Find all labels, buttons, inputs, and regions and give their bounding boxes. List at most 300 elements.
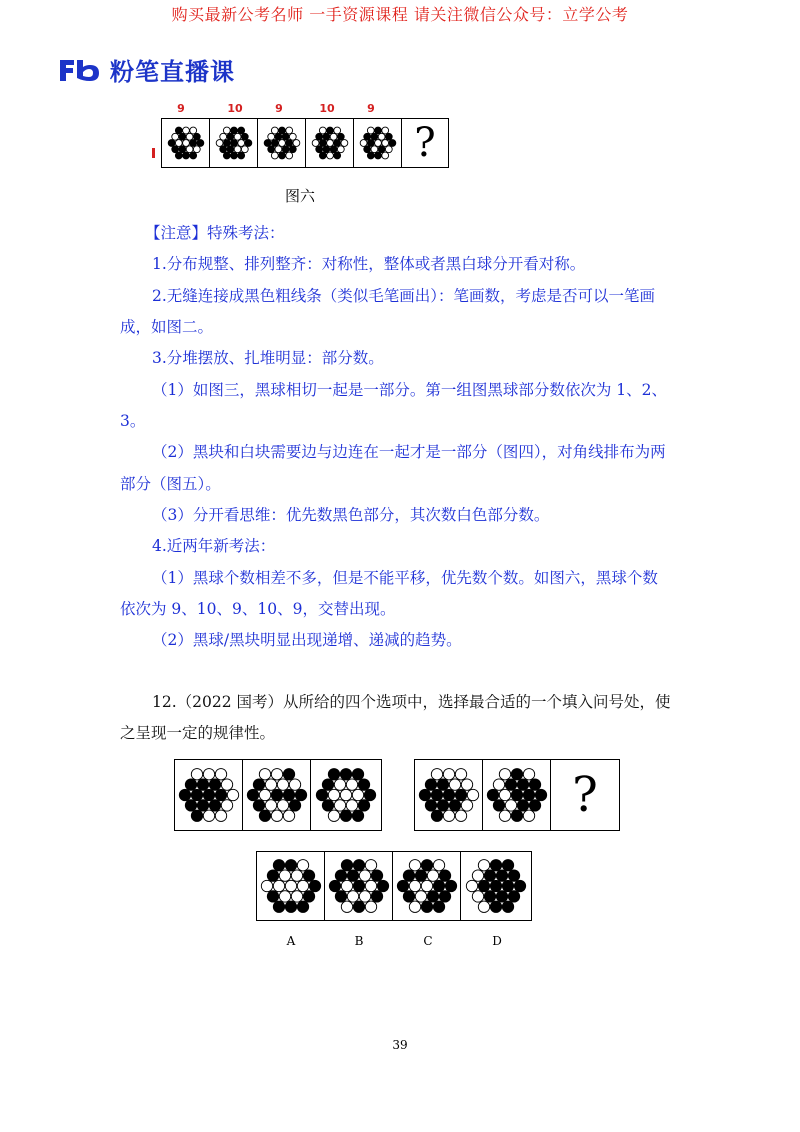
black-ball xyxy=(329,880,340,891)
black-ball xyxy=(283,769,294,780)
black-ball xyxy=(367,140,374,147)
white-ball xyxy=(265,779,276,790)
white-ball xyxy=(175,140,182,147)
white-ball xyxy=(238,140,245,147)
white-ball xyxy=(319,127,326,134)
black-ball xyxy=(197,779,208,790)
black-ball xyxy=(371,891,382,902)
white-ball xyxy=(409,880,420,891)
black-ball xyxy=(273,901,284,912)
white-ball xyxy=(183,127,190,134)
question-panel xyxy=(310,759,382,831)
black-ball xyxy=(286,140,293,147)
question-panel xyxy=(174,759,244,831)
red-mark xyxy=(152,148,155,158)
black-ball xyxy=(375,127,382,134)
black-ball xyxy=(437,800,448,811)
white-ball xyxy=(365,880,376,891)
black-ball xyxy=(289,146,296,153)
black-ball xyxy=(279,127,286,134)
black-ball xyxy=(241,133,248,140)
white-ball xyxy=(375,140,382,147)
count-label: 9 xyxy=(275,102,283,115)
note-line: （3）分开看思维：优先数黑色部分，其次数白色部分数。 xyxy=(152,506,550,524)
black-ball xyxy=(209,779,220,790)
white-ball xyxy=(221,779,232,790)
black-ball xyxy=(439,891,450,902)
ball-cluster xyxy=(307,121,353,165)
black-ball xyxy=(231,127,238,134)
black-ball xyxy=(487,789,498,800)
count-label: 9 xyxy=(177,102,185,115)
black-ball xyxy=(353,860,364,871)
black-ball xyxy=(223,140,230,147)
question-panel xyxy=(242,759,312,831)
white-ball xyxy=(293,140,300,147)
white-ball xyxy=(337,146,344,153)
option-label: B xyxy=(354,934,364,948)
option-c-panel[interactable] xyxy=(392,851,462,921)
black-ball xyxy=(502,860,513,871)
white-ball xyxy=(259,769,270,780)
black-ball xyxy=(443,789,454,800)
black-ball xyxy=(289,800,300,811)
black-ball xyxy=(389,140,396,147)
white-ball xyxy=(223,127,230,134)
count-label: 10 xyxy=(319,102,335,115)
white-ball xyxy=(421,880,432,891)
black-ball xyxy=(209,800,220,811)
white-ball xyxy=(327,152,334,159)
black-ball xyxy=(319,140,326,147)
white-ball xyxy=(271,152,278,159)
white-ball xyxy=(409,860,420,871)
black-ball xyxy=(502,880,513,891)
white-ball xyxy=(340,789,351,800)
white-ball xyxy=(431,769,442,780)
black-ball xyxy=(183,152,190,159)
black-ball xyxy=(238,127,245,134)
count-label: 9 xyxy=(367,102,375,115)
page-number: 39 xyxy=(392,1038,408,1052)
black-ball xyxy=(285,901,296,912)
white-ball xyxy=(279,870,290,881)
white-ball xyxy=(352,789,363,800)
black-ball xyxy=(353,880,364,891)
black-ball xyxy=(403,870,414,881)
black-ball xyxy=(364,146,371,153)
black-ball xyxy=(421,901,432,912)
black-ball xyxy=(172,146,179,153)
black-ball xyxy=(352,810,363,821)
count-label: 10 xyxy=(227,102,243,115)
white-ball xyxy=(499,810,510,821)
black-ball xyxy=(367,152,374,159)
note-line: 依次为 9、10、9、10、9，交替出现。 xyxy=(120,600,396,618)
black-ball xyxy=(220,146,227,153)
black-ball xyxy=(179,133,186,140)
black-ball xyxy=(295,789,306,800)
black-ball xyxy=(375,152,382,159)
white-ball xyxy=(341,140,348,147)
black-ball xyxy=(179,146,186,153)
black-ball xyxy=(449,800,460,811)
white-ball xyxy=(283,810,294,821)
black-ball xyxy=(197,140,204,147)
white-ball xyxy=(186,146,193,153)
black-ball xyxy=(322,779,333,790)
black-ball xyxy=(271,140,278,147)
black-ball xyxy=(223,152,230,159)
black-ball xyxy=(253,779,264,790)
question-group-right xyxy=(414,759,620,831)
white-ball xyxy=(341,901,352,912)
white-ball xyxy=(461,800,472,811)
white-ball xyxy=(183,140,190,147)
white-ball xyxy=(268,133,275,140)
ball-cluster xyxy=(328,855,390,917)
ball-cluster xyxy=(465,855,527,917)
white-ball xyxy=(493,779,504,790)
black-ball xyxy=(484,870,495,881)
black-ball xyxy=(502,901,513,912)
note-line: （1）如图三，黑球相切一起是一部分。第一组图黑球部分数依次为 1、2、 xyxy=(152,381,668,399)
black-ball xyxy=(431,810,442,821)
white-ball xyxy=(273,880,284,891)
black-ball xyxy=(378,146,385,153)
black-ball xyxy=(437,779,448,790)
black-ball xyxy=(535,789,546,800)
note-line: 部分（图五）。 xyxy=(120,475,221,493)
notes-heading: 【注意】特殊考法： xyxy=(145,224,285,242)
black-ball xyxy=(215,789,226,800)
black-ball xyxy=(330,146,337,153)
black-ball xyxy=(425,800,436,811)
white-ball xyxy=(221,800,232,811)
white-ball xyxy=(499,789,510,800)
black-ball xyxy=(433,901,444,912)
black-ball xyxy=(175,152,182,159)
note-line: （2）黑球/黑块明显出现递增、递减的趋势。 xyxy=(152,631,462,649)
black-ball xyxy=(323,146,330,153)
white-ball xyxy=(415,891,426,902)
question-text: 12.（2022 国考）从所给的四个选项中，选择最合适的一个填入问号处，使 xyxy=(152,693,671,711)
black-ball xyxy=(425,779,436,790)
figure6-question-panel xyxy=(401,118,449,168)
logo-text: 粉笔直播课 xyxy=(110,58,235,86)
black-ball xyxy=(508,870,519,881)
black-ball xyxy=(358,800,369,811)
black-ball xyxy=(421,860,432,871)
white-ball xyxy=(359,891,370,902)
black-ball xyxy=(275,133,282,140)
black-ball xyxy=(508,891,519,902)
black-ball xyxy=(371,870,382,881)
white-ball xyxy=(203,769,214,780)
white-ball xyxy=(271,127,278,134)
option-a-panel[interactable] xyxy=(256,851,326,921)
black-ball xyxy=(316,789,327,800)
white-ball xyxy=(341,880,352,891)
white-ball xyxy=(216,140,223,147)
black-ball xyxy=(283,789,294,800)
black-ball xyxy=(334,140,341,147)
black-ball xyxy=(197,800,208,811)
black-ball xyxy=(529,779,540,790)
black-ball xyxy=(316,133,323,140)
white-ball xyxy=(327,140,334,147)
black-ball xyxy=(175,127,182,134)
option-b-panel[interactable] xyxy=(324,851,394,921)
black-ball xyxy=(264,140,271,147)
white-ball xyxy=(190,127,197,134)
question-mark: ? xyxy=(572,767,598,823)
black-ball xyxy=(358,779,369,790)
white-ball xyxy=(455,810,466,821)
white-ball xyxy=(215,769,226,780)
black-ball xyxy=(179,789,190,800)
white-ball xyxy=(289,133,296,140)
black-ball xyxy=(327,127,334,134)
white-ball xyxy=(328,789,339,800)
black-ball xyxy=(273,860,284,871)
white-ball xyxy=(427,870,438,881)
black-ball xyxy=(190,152,197,159)
black-ball xyxy=(322,800,333,811)
question-panel xyxy=(414,759,484,831)
black-ball xyxy=(403,891,414,902)
white-ball xyxy=(409,901,420,912)
black-ball xyxy=(268,146,275,153)
figure6-panel xyxy=(161,118,211,168)
black-ball xyxy=(185,779,196,790)
question-group-left xyxy=(174,759,382,831)
options-row xyxy=(256,851,532,921)
black-ball xyxy=(337,133,344,140)
black-ball xyxy=(505,779,516,790)
black-ball xyxy=(193,133,200,140)
black-ball xyxy=(496,870,507,881)
black-ball xyxy=(231,152,238,159)
white-ball xyxy=(467,789,478,800)
black-ball xyxy=(353,901,364,912)
white-ball xyxy=(378,133,385,140)
black-ball xyxy=(185,800,196,811)
ball-cluster xyxy=(396,855,458,917)
note-line: 3.分堆摆放、扎堆明显：部分数。 xyxy=(152,349,384,367)
white-ball xyxy=(505,800,516,811)
white-ball xyxy=(279,891,290,902)
ball-cluster xyxy=(178,764,240,826)
white-ball xyxy=(241,146,248,153)
white-ball xyxy=(466,880,477,891)
black-ball xyxy=(352,769,363,780)
black-ball xyxy=(496,891,507,902)
white-ball xyxy=(382,152,389,159)
white-ball xyxy=(360,140,367,147)
black-ball xyxy=(190,140,197,147)
black-ball xyxy=(191,810,202,821)
note-line: （2）黑块和白块需要边与边连在一起才是一部分（图四），对角线排布为两 xyxy=(152,443,666,461)
black-ball xyxy=(511,769,522,780)
option-label: D xyxy=(492,934,502,948)
ball-cluster xyxy=(163,121,209,165)
black-ball xyxy=(303,870,314,881)
white-ball xyxy=(478,901,489,912)
white-ball xyxy=(478,860,489,871)
ball-cluster xyxy=(418,764,480,826)
black-ball xyxy=(511,789,522,800)
black-ball xyxy=(431,789,442,800)
black-ball xyxy=(267,891,278,902)
black-ball xyxy=(490,860,501,871)
white-ball xyxy=(334,127,341,134)
fb-logo-icon xyxy=(58,56,102,84)
white-ball xyxy=(220,133,227,140)
black-ball xyxy=(334,152,341,159)
black-ball xyxy=(371,133,378,140)
black-ball xyxy=(347,870,358,881)
black-ball xyxy=(385,133,392,140)
white-ball xyxy=(193,146,200,153)
white-ball xyxy=(359,870,370,881)
note-line: 4.近两年新考法： xyxy=(152,537,276,555)
black-ball xyxy=(285,860,296,871)
white-ball xyxy=(433,860,444,871)
white-ball xyxy=(227,789,238,800)
white-ball xyxy=(277,800,288,811)
black-ball xyxy=(340,769,351,780)
white-ball xyxy=(365,901,376,912)
black-ball xyxy=(247,789,258,800)
black-ball xyxy=(335,891,346,902)
white-ball xyxy=(277,779,288,790)
white-ball xyxy=(347,891,358,902)
ball-cluster xyxy=(315,764,377,826)
white-ball xyxy=(443,769,454,780)
ball-cluster xyxy=(246,764,308,826)
black-ball xyxy=(303,891,314,902)
white-ball xyxy=(312,140,319,147)
white-ball xyxy=(371,146,378,153)
black-ball xyxy=(484,891,495,902)
note-line: 成，如图二。 xyxy=(120,318,214,336)
option-d-panel[interactable] xyxy=(460,851,532,921)
figure6-caption: 图六 xyxy=(285,187,316,205)
white-ball xyxy=(330,133,337,140)
white-ball xyxy=(365,860,376,871)
black-ball xyxy=(267,870,278,881)
black-ball xyxy=(253,800,264,811)
white-ball xyxy=(191,769,202,780)
black-ball xyxy=(433,880,444,891)
black-ball xyxy=(341,860,352,871)
white-ball xyxy=(289,779,300,790)
question-panel xyxy=(482,759,552,831)
white-ball xyxy=(523,769,534,780)
white-ball xyxy=(449,779,460,790)
black-ball xyxy=(455,789,466,800)
option-label: A xyxy=(286,934,296,948)
white-ball xyxy=(499,769,510,780)
white-ball xyxy=(291,870,302,881)
white-ball xyxy=(385,146,392,153)
black-ball xyxy=(279,152,286,159)
black-ball xyxy=(227,146,234,153)
black-ball xyxy=(397,880,408,891)
figure6-panel xyxy=(305,118,355,168)
white-ball xyxy=(279,140,286,147)
white-ball xyxy=(382,140,389,147)
figure6-panel xyxy=(257,118,307,168)
black-ball xyxy=(319,152,326,159)
white-ball xyxy=(346,800,357,811)
black-ball xyxy=(517,779,528,790)
ball-cluster xyxy=(260,855,322,917)
figure6-panel xyxy=(353,118,403,168)
black-ball xyxy=(245,140,252,147)
white-ball xyxy=(328,810,339,821)
note-line: 1.分布规整、排列整齐：对称性，整体或者黑白球分开看对称。 xyxy=(152,255,586,273)
white-ball xyxy=(285,880,296,891)
white-ball xyxy=(186,133,193,140)
white-ball xyxy=(297,860,308,871)
white-ball xyxy=(271,810,282,821)
white-ball xyxy=(291,891,302,902)
white-ball xyxy=(259,789,270,800)
white-ball xyxy=(472,870,483,881)
white-ball xyxy=(443,810,454,821)
white-ball xyxy=(297,880,308,891)
black-ball xyxy=(364,133,371,140)
white-ball xyxy=(172,133,179,140)
black-ball xyxy=(231,140,238,147)
black-ball xyxy=(309,880,320,891)
white-ball xyxy=(261,880,272,891)
black-ball xyxy=(427,891,438,902)
black-ball xyxy=(323,133,330,140)
white-ball xyxy=(346,779,357,790)
brand-logo xyxy=(58,52,235,87)
ball-cluster xyxy=(486,764,548,826)
figure6-panel xyxy=(209,118,259,168)
option-label: C xyxy=(423,934,433,948)
black-ball xyxy=(529,800,540,811)
black-ball xyxy=(419,789,430,800)
black-ball xyxy=(227,133,234,140)
white-ball xyxy=(203,810,214,821)
white-ball xyxy=(215,810,226,821)
black-ball xyxy=(168,140,175,147)
black-ball xyxy=(297,901,308,912)
black-ball xyxy=(259,810,270,821)
white-ball xyxy=(265,800,276,811)
question-mark-panel xyxy=(550,759,620,831)
white-ball xyxy=(334,779,345,790)
black-ball xyxy=(328,769,339,780)
black-ball xyxy=(238,152,245,159)
black-ball xyxy=(282,146,289,153)
ball-cluster xyxy=(355,121,401,165)
white-ball xyxy=(455,769,466,780)
white-ball xyxy=(461,779,472,790)
black-ball xyxy=(364,789,375,800)
black-ball xyxy=(377,880,388,891)
black-ball xyxy=(517,800,528,811)
white-ball xyxy=(382,127,389,134)
black-ball xyxy=(514,880,525,891)
black-ball xyxy=(335,870,346,881)
